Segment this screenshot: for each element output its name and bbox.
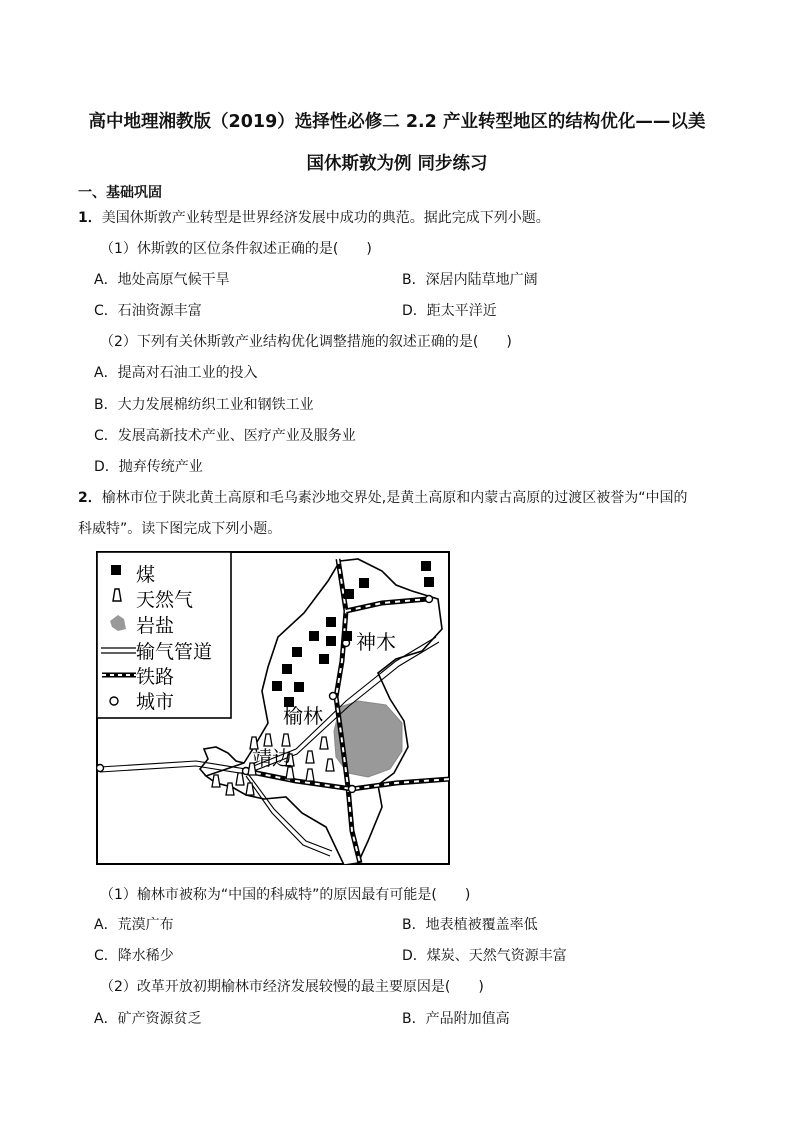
gas-marker <box>212 775 220 787</box>
legend-coal-symbol <box>111 565 121 575</box>
option-q1-2-b[interactable]: B．大力发展棉纺织工业和钢铁工业 <box>94 397 314 413</box>
legend-railway-label: 铁路 <box>136 666 175 688</box>
coal-marker <box>359 578 369 588</box>
legend-salt-label: 岩盐 <box>136 615 175 637</box>
coal-marker <box>294 682 304 692</box>
gas-marker <box>306 769 314 781</box>
legend-gas-symbol <box>113 589 121 601</box>
coal-marker <box>326 617 336 627</box>
resource-map <box>96 551 450 865</box>
option-q1-1-c[interactable]: C．石油资源丰富 <box>94 303 202 319</box>
question-2-number: 2． <box>78 490 102 506</box>
gas-marker <box>264 734 272 746</box>
legend-city-label: 城市 <box>136 691 175 713</box>
city-yulin <box>330 693 337 700</box>
question-1-sub-1: （1）休斯敦的区位条件叙述正确的是( ) <box>100 241 372 257</box>
question-2-sub-1: （1）榆林市被称为“中国的科威特”的原因最有可能是( ) <box>100 887 471 903</box>
city-west-edge <box>97 765 104 772</box>
coal-marker <box>421 561 431 571</box>
coal-marker <box>282 664 292 674</box>
city-label-shenmu: 神木 <box>356 630 396 654</box>
question-2-sub-2: （2）改革开放初期榆林市经济发展较慢的最主要原因是( ) <box>100 979 484 995</box>
option-q2-2-b[interactable]: B．产品附加值高 <box>402 1011 510 1027</box>
question-1-stem: 美国休斯敦产业转型是世界经济发展中成功的典范。据此完成下列小题。 <box>101 210 550 226</box>
option-q1-2-a[interactable]: A．提高对石油工业的投入 <box>94 365 258 381</box>
option-q1-1-b[interactable]: B．深居内陆草地广阔 <box>402 272 538 288</box>
gas-marker <box>226 783 234 795</box>
page-title-line-1: 高中地理湘教版（2019）选择性必修二 2.2 产业转型地区的结构优化——以美 <box>88 112 706 132</box>
city-label-yulin: 榆林 <box>283 704 323 728</box>
option-q1-1-d[interactable]: D．距太平洋近 <box>402 303 497 319</box>
option-q2-1-a[interactable]: A．荒漠广布 <box>94 917 174 933</box>
option-q2-1-d[interactable]: D．煤炭、天然气资源丰富 <box>402 948 567 964</box>
gas-marker <box>306 751 314 763</box>
city-northeast <box>426 596 433 603</box>
coal-marker <box>272 681 282 691</box>
question-2-stem-line-2: 科威特”。读下图完成下列小题。 <box>78 521 282 537</box>
gas-marker <box>246 783 254 795</box>
legend-city-symbol <box>110 697 118 705</box>
city-label-jingbian: 靖边 <box>252 746 292 770</box>
coal-marker <box>319 654 329 664</box>
option-q2-1-b[interactable]: B．地表植被覆盖率低 <box>402 917 538 933</box>
page-title-line-2: 国休斯敦为例 同步练习 <box>306 154 488 174</box>
coal-marker <box>344 589 354 599</box>
coal-marker <box>326 636 336 646</box>
question-1-sub-2: （2）下列有关休斯敦产业结构优化调整措施的叙述正确的是( ) <box>100 334 512 350</box>
option-q2-1-c[interactable]: C．降水稀少 <box>94 948 174 964</box>
gas-marker <box>236 773 244 785</box>
question-2-stem-line-1: 榆林市位于陕北黄土高原和毛乌素沙地交界处,是黄土高原和内蒙古高原的过渡区被誉为“中国的 <box>101 490 688 506</box>
question-1-number: 1． <box>78 210 102 226</box>
option-q1-1-a[interactable]: A．地处高原气候干旱 <box>94 272 230 288</box>
section-heading: 一、基础巩固 <box>78 185 162 201</box>
coal-marker <box>292 647 302 657</box>
option-q1-2-d[interactable]: D．抛弃传统产业 <box>94 459 203 475</box>
question-1 <box>78 207 550 227</box>
legend-pipeline-label: 输气管道 <box>136 641 213 663</box>
legend-coal-label: 煤 <box>136 564 156 586</box>
coal-marker <box>309 631 319 641</box>
gas-marker <box>326 759 334 771</box>
option-q2-2-a[interactable]: A．矿产资源贫乏 <box>94 1011 202 1027</box>
gas-marker <box>282 734 290 746</box>
city-southeast <box>349 786 356 793</box>
coal-marker <box>424 577 434 587</box>
option-q1-2-c[interactable]: C．发展高新技术产业、医疗产业及服务业 <box>94 428 356 444</box>
legend-gas-label: 天然气 <box>136 589 194 611</box>
coal-marker <box>342 631 352 641</box>
question-2 <box>78 487 687 507</box>
gas-marker <box>320 737 328 749</box>
